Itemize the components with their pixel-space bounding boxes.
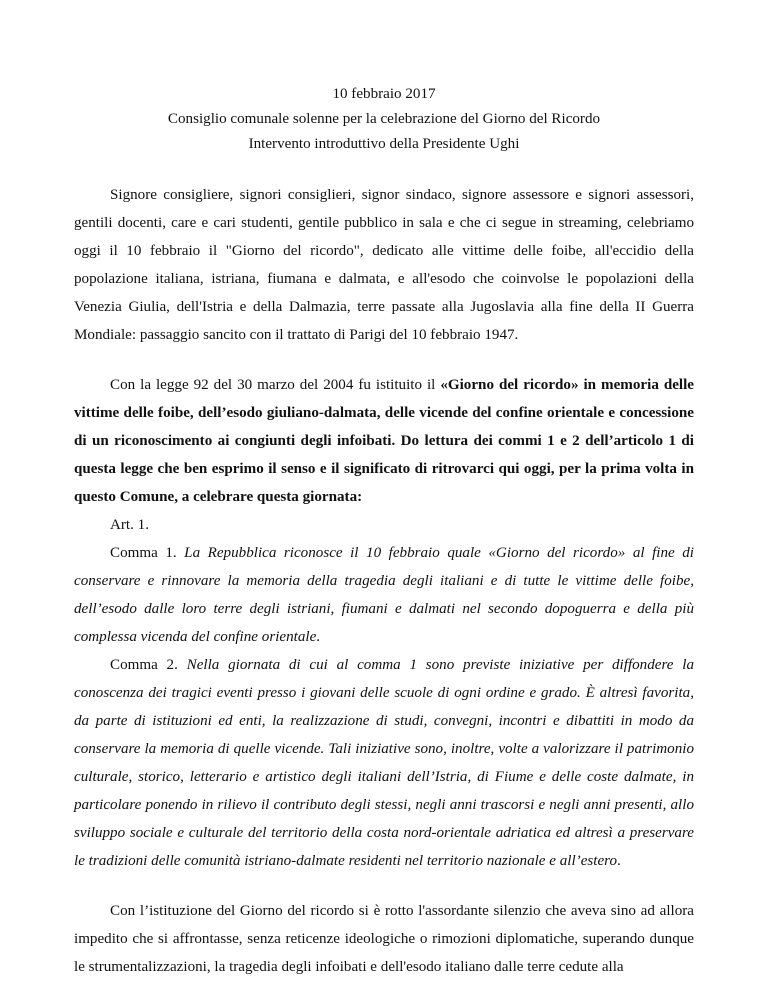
document-page xyxy=(74,70,694,981)
document-date: 10 febbraio 2017 xyxy=(332,86,436,102)
article-heading: Art. 1. xyxy=(110,517,149,533)
comma-2-text: Nella giornata di cui al comma 1 sono previste iniziative per diffondere la conoscenza dei tragici eventi presso i giovani delle scuole di ogni ordine e grado. È altresì favorita, da parte di istituzioni ed enti, la realizzazione di studi, convegni, incontri e dibattiti in modo da conservare la memoria di quelle vicende. Tali iniziative sono, inoltre, volte a valorizzare il patrimonio culturale, storico, letterario e artistico degli italiani dell’Istria, di Fiume e delle coste dalmate, in particolare ponendo in rilievo il contributo degli stessi, negli anni trascorsi e negli anni presenti, allo sviluppo sociale e culturale del territorio della costa nord-orientale adriatica ed altresì a preservare le tradizioni delle comunità istriano-dalmate residenti nel territorio nazionale e all’estero xyxy=(74,657,694,869)
comma-1-label: Comma 1. xyxy=(110,545,185,561)
comma-1 xyxy=(74,539,694,651)
document-subtitle: Intervento introduttivo della Presidente Ughi xyxy=(248,136,520,152)
comma-2 xyxy=(74,651,694,875)
paragraph-law xyxy=(74,371,694,511)
comma-1-end: . xyxy=(316,629,321,645)
document-header xyxy=(74,82,694,157)
paragraph-law-bold: «Giorno del ricordo» in memoria delle vittime delle foibe, dell’esodo giuliano-dalmata, delle vicende del confine orientale e concessione di un riconoscimento ai congiunti degli infoibati. Do lettura dei commi 1 e 2 dell’articolo 1 di questa legge che ben esprimo il senso e il significato di ritrovarci qui oggi, per la prima volta in questo Comune, a celebrare questa giornata: xyxy=(74,377,695,505)
paragraph-law-plain: Con la legge 92 del 30 marzo del 2004 fu istituito il xyxy=(110,377,441,393)
comma-1-text: La Repubblica riconosce il 10 febbraio quale «Giorno del ricordo» al fine di conservare e rinnovare la memoria della tragedia degli italiani e di tutte le vittime delle foibe, dell’esodo dalle loro terre degli istriani, fiumani e dalmati nel secondo dopoguerra e della più complessa vicenda del confine orientale xyxy=(74,545,694,645)
paragraph-greeting: Signore consigliere, signori consiglieri, signor sindaco, signore assessore e signori assessori, gentili docenti, care e cari studenti, gentile pubblico in sala e che ci segue in streaming, celebriamo oggi il 10 febbraio il "Giorno del ricordo", dedicato alle vittime delle foibe, all'eccidio della popolazione italiana, istriana, fiumana e dalmata, e all'esodo che coinvolse le popolazioni della Venezia Giulia, dell'Istria e della Dalmazia, terre passate alla Jugoslavia alla fine della II Guerra Mondiale: passaggio sancito con il trattato di Parigi del 10 febbraio 1947. xyxy=(74,187,694,343)
paragraph-silence: Con l’istituzione del Giorno del ricordo si è rotto l'assordante silenzio che aveva sino ad allora impedito che si affrontasse, senza reticenze ideologiche o rimozioni diplomatiche, superando dunque le strumentalizzazioni, la tragedia degli infoibati e dell'esodo italiano dalle terre cedute alla xyxy=(74,903,694,975)
comma-2-label: Comma 2. xyxy=(110,657,187,673)
document-title: Consiglio comunale solenne per la celebrazione del Giorno del Ricordo xyxy=(167,111,601,127)
comma-2-end: . xyxy=(617,853,621,869)
